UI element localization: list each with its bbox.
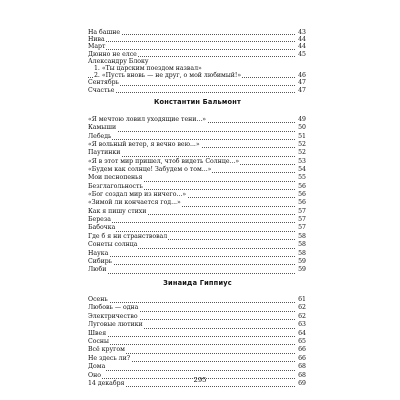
toc-entry	[88, 304, 307, 312]
toc-entry	[88, 258, 307, 266]
toc-entry-page: 59	[298, 266, 306, 274]
toc-entry-title: Любовь — одна	[88, 304, 139, 312]
toc-entry-title: Как я пишу стихи	[88, 207, 147, 215]
toc-entry-title: «Я вольный ветер, я вечно вею...»	[88, 141, 200, 149]
toc-entry-title: Швея	[88, 329, 107, 337]
toc-entry-title: Не здесь ли?	[88, 354, 131, 362]
toc-entry	[88, 166, 307, 174]
toc-entry-title: Мои песнопенья	[88, 174, 143, 182]
toc-entry-title: 1. «Ты царским поездом назвал»	[94, 64, 202, 72]
dot-leader	[88, 139, 295, 140]
toc-entry-title: Сосны	[88, 337, 109, 345]
toc-entry-page: 58	[298, 249, 306, 257]
toc-entry	[88, 346, 307, 354]
toc-entry-title: Март	[88, 43, 106, 51]
toc-entry-title: «Я мечтою ловил уходящие тени...»	[88, 116, 207, 123]
toc-entry-page: 62	[298, 304, 306, 312]
toc-entry-title: Оно	[88, 371, 101, 379]
toc-entry-page: 47	[298, 79, 306, 87]
dot-leader	[88, 92, 295, 93]
toc-entry-title: Сонеты солнца	[88, 241, 138, 249]
toc-entry-title: Где б я ни странствовал	[88, 232, 168, 240]
toc-entry-page: 68	[298, 371, 306, 379]
toc-entry-title: Александру Блоку	[88, 57, 149, 65]
toc-entry-title: Сентябрь	[88, 79, 119, 87]
toc-entry-title: Осень	[88, 296, 108, 303]
dot-leader	[88, 231, 295, 232]
toc-entry-page: 47	[298, 86, 306, 94]
toc-entry-page: 65	[298, 337, 306, 345]
toc-entry-page: 63	[298, 321, 306, 329]
toc-entry-title: Лебедь	[88, 132, 112, 140]
toc-entry-page: 62	[298, 312, 306, 320]
toc-entry	[88, 51, 307, 58]
toc-entry-page: 50	[298, 124, 306, 132]
toc-entry-title: Луговые лютики	[88, 321, 143, 329]
toc-section-1	[88, 29, 307, 94]
toc-entry-title: Счастье	[88, 86, 115, 94]
toc-entry	[88, 72, 307, 79]
toc-entry-page: 56	[298, 191, 306, 199]
toc-entry-title: «Я в этот мир пришел, чтоб видеть Солнце...»	[88, 157, 240, 165]
toc-entry	[88, 183, 307, 191]
toc-entry-title: Люби	[88, 266, 107, 274]
toc-entry	[88, 149, 307, 157]
toc-entry	[88, 79, 307, 86]
toc-entry-title: Бабочка	[88, 224, 116, 232]
toc-entry-title: Береза	[88, 216, 111, 224]
dot-leader	[88, 302, 295, 303]
toc-entry	[88, 116, 307, 124]
toc-entry-page: 61	[298, 296, 306, 303]
toc-entry-title: «Зимой ли кончается год...»	[88, 199, 181, 207]
toc-entry	[88, 43, 307, 50]
toc-entry-page: 68	[298, 363, 306, 371]
toc-entry-page: 45	[298, 50, 306, 58]
toc-entry	[88, 363, 307, 371]
toc-entry	[88, 250, 307, 258]
toc-entry	[88, 224, 307, 232]
toc-entry	[88, 355, 307, 363]
toc-entry-page: 64	[298, 329, 306, 337]
toc-entry-title: Сибирь	[88, 257, 113, 265]
toc-entry	[88, 330, 307, 338]
dot-leader	[88, 131, 295, 132]
toc-entry-page: 44	[298, 36, 306, 44]
page-number: 295	[193, 376, 207, 384]
dot-leader	[88, 336, 295, 337]
toc-entry-page: 59	[298, 257, 306, 265]
toc-entry	[88, 29, 307, 36]
toc-entry-page: 52	[298, 141, 306, 149]
toc-entry-title: Электричество	[88, 312, 138, 320]
toc-entry-page: 66	[298, 346, 306, 354]
toc-entry	[88, 87, 307, 94]
toc-entry	[88, 266, 307, 274]
toc-entry-page: 54	[298, 166, 306, 174]
toc-entry	[88, 141, 307, 149]
toc-entry-page: 58	[298, 241, 306, 249]
toc-entry-page: 66	[298, 354, 306, 362]
toc-entry-page: 44	[298, 43, 306, 51]
dot-leader	[88, 264, 295, 265]
toc-section-3	[88, 279, 307, 388]
toc-entry-page: 52	[298, 149, 306, 157]
toc-entry-title: Безглагольность	[88, 182, 143, 190]
toc-entry-title: Дюнно не елсе	[88, 50, 137, 58]
dot-leader	[88, 256, 295, 257]
toc-entry-page: 56	[298, 199, 306, 207]
toc-entry-page: 43	[298, 29, 306, 36]
toc-entry-title: Паутинки	[88, 149, 121, 157]
toc-entry-page: 55	[298, 174, 306, 182]
toc-entry	[88, 58, 307, 65]
toc-entry	[88, 199, 307, 207]
toc-entry	[88, 216, 307, 224]
toc-entry-title: 2. «Пусть вновь — не друг, о мой любимый!»	[94, 72, 242, 80]
toc-entry-page: 56	[298, 182, 306, 190]
toc-section-2	[88, 98, 307, 275]
toc-entry	[88, 296, 307, 304]
toc-entry	[88, 338, 307, 346]
toc-entry-page: 53	[298, 157, 306, 165]
toc-entry	[88, 321, 307, 329]
toc-entry-page: 57	[298, 224, 306, 232]
toc-entry	[88, 65, 307, 72]
toc-entry-title: Наука	[88, 249, 109, 257]
toc-entry-page: 69	[298, 379, 306, 387]
toc-entry	[88, 124, 307, 132]
toc-entry-page: 58	[298, 232, 306, 240]
toc-entry	[88, 191, 307, 199]
dot-leader	[88, 41, 295, 42]
toc-entry	[88, 36, 307, 43]
toc-entry-page: 57	[298, 207, 306, 215]
toc-entry	[88, 313, 307, 321]
toc-entry	[88, 174, 307, 182]
toc-entry-page: 46	[298, 72, 306, 80]
toc-entry	[88, 158, 307, 166]
toc-entry-page: 51	[298, 132, 306, 140]
dot-leader	[88, 222, 295, 223]
section-heading: Константин Бальмонт	[153, 98, 242, 106]
toc-entry	[88, 133, 307, 141]
toc-entry	[88, 208, 307, 216]
toc-entry-title: Нива	[88, 36, 105, 44]
toc-entry-title: Дома	[88, 363, 106, 371]
toc-entry	[88, 241, 307, 249]
section-heading: Зинаида Гиппиус	[163, 279, 232, 287]
dot-leader	[88, 273, 295, 274]
toc-entry-title: На башне	[88, 29, 121, 36]
toc-entry-title: Всё кругом	[88, 346, 125, 354]
toc-entry-title: «Будем как солнце! Забудем о том...»	[88, 166, 212, 174]
toc-entry-title: «Бог создал мир из ничего...»	[88, 191, 187, 199]
toc-entry	[88, 233, 307, 241]
dot-leader	[88, 370, 295, 371]
toc-entry-title: Камыши	[88, 124, 117, 132]
toc-entry-page: 57	[298, 216, 306, 224]
toc-entry-title: 14 декабря	[88, 379, 125, 387]
dot-leader	[88, 49, 295, 50]
dot-leader	[88, 344, 295, 345]
toc-entry-page: 49	[298, 116, 306, 123]
